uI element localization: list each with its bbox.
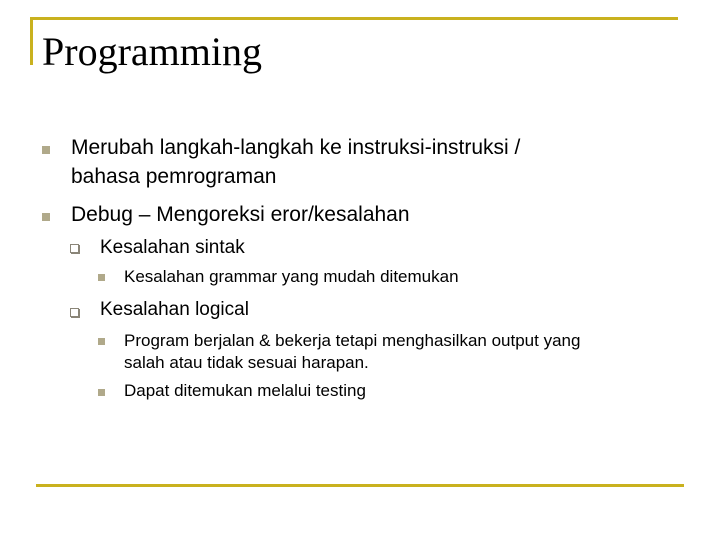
hollow-square-bullet-icon <box>70 308 79 317</box>
sub-sub-bullet-text: Program berjalan & bekerja tetapi menghasilkan output yang <box>124 331 581 350</box>
square-bullet-icon <box>98 389 105 396</box>
sub-sub-bullet-text: salah atau tidak sesuai harapan. <box>124 353 369 372</box>
sub-sub-bullet-text: Kesalahan grammar yang mudah ditemukan <box>124 267 459 286</box>
bullet-text: Merubah langkah-langkah ke instruksi-instruksi / <box>71 136 521 159</box>
hollow-square-bullet-icon <box>70 244 79 253</box>
bullet-text: Debug – Mengoreksi eror/kesalahan <box>71 203 410 226</box>
square-bullet-icon <box>42 146 50 154</box>
square-bullet-icon <box>98 274 105 281</box>
left-rule <box>30 17 33 65</box>
sub-bullet-text: Kesalahan logical <box>100 299 249 320</box>
sub-sub-bullet-text: Dapat ditemukan melalui testing <box>124 381 366 400</box>
square-bullet-icon <box>42 213 50 221</box>
top-rule <box>30 17 678 20</box>
square-bullet-icon <box>98 338 105 345</box>
bottom-rule <box>36 484 684 487</box>
sub-bullet-text: Kesalahan sintak <box>100 237 245 258</box>
bullet-text: bahasa pemrograman <box>71 165 277 188</box>
slide-title: Programming <box>42 29 262 74</box>
